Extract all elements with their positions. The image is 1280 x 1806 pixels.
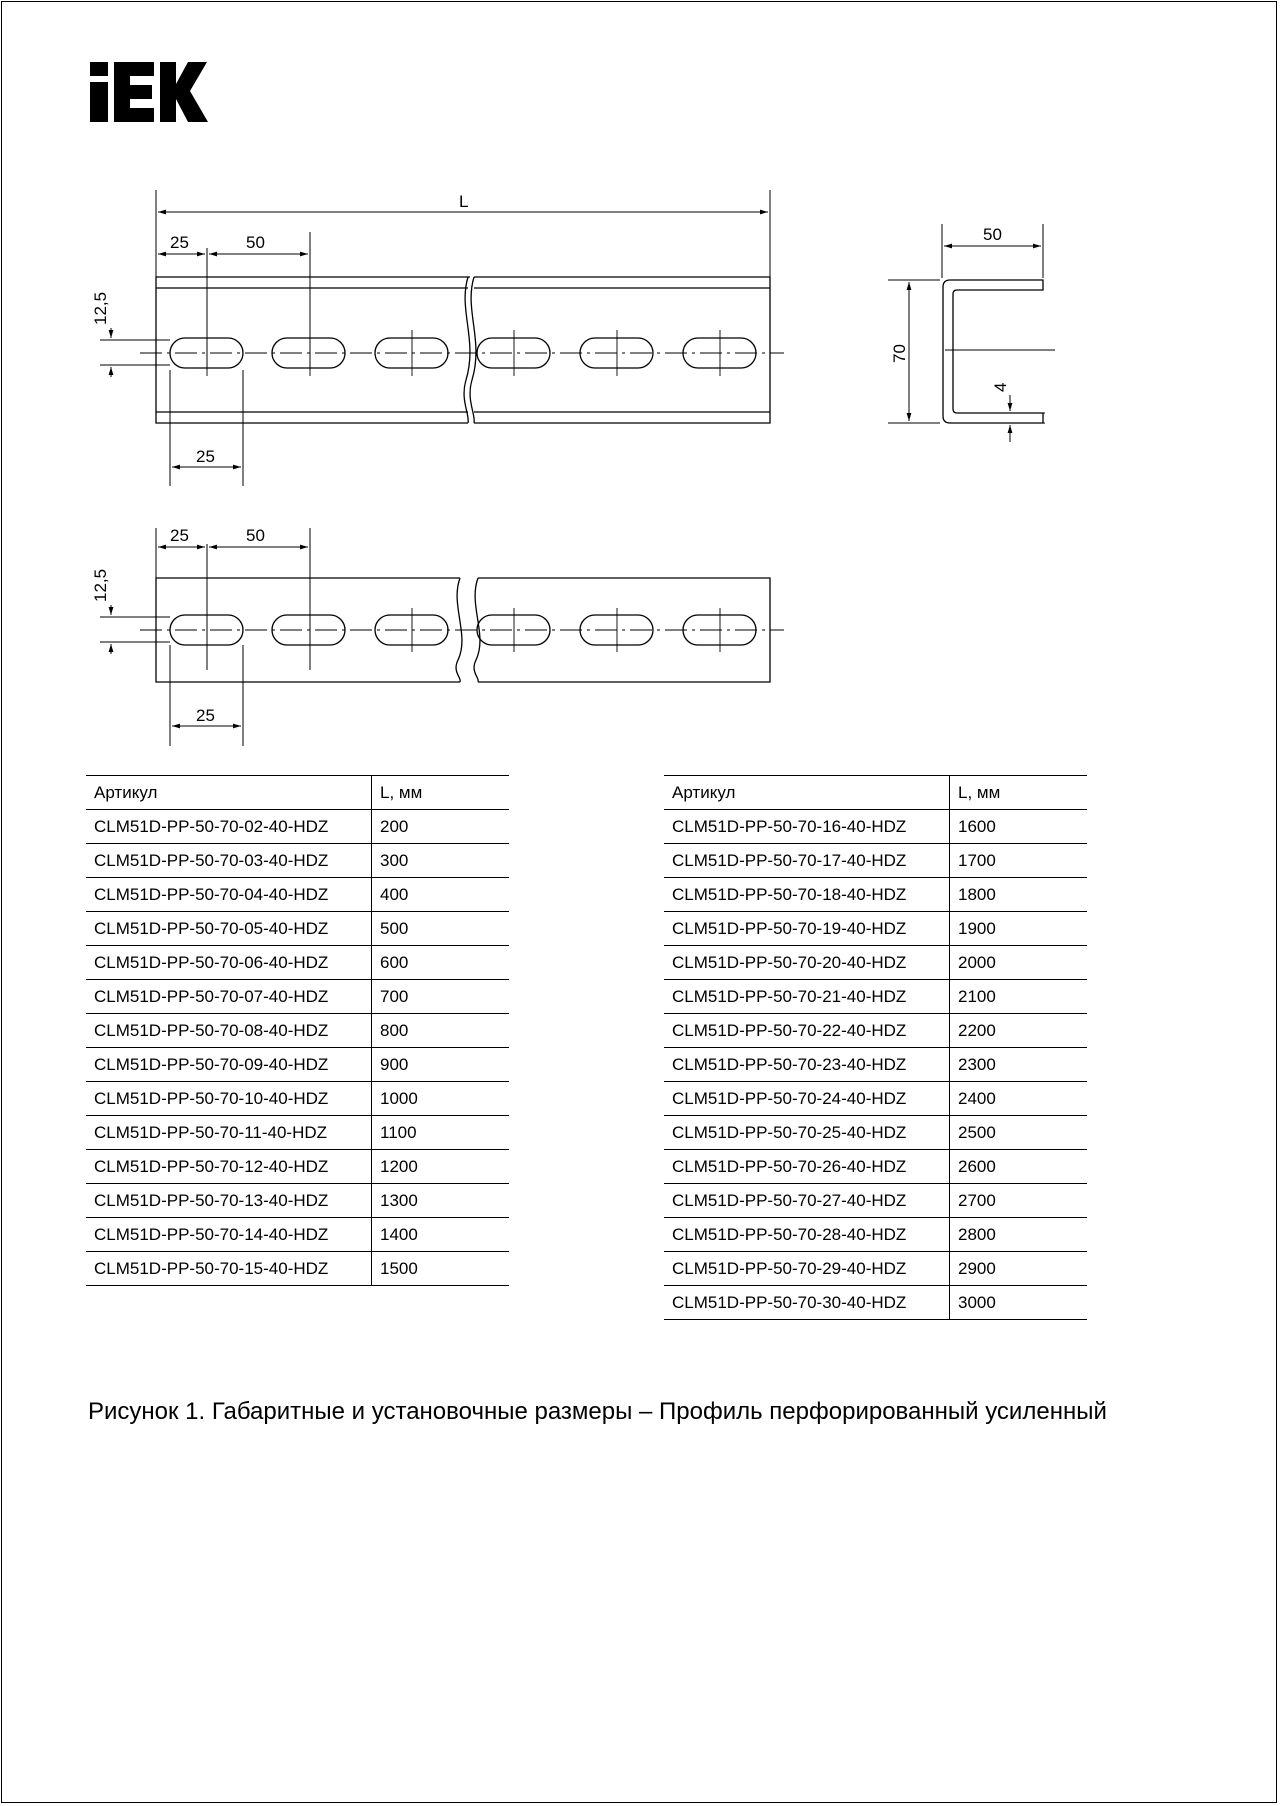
length-value: 200: [372, 810, 510, 844]
table-row: [664, 980, 1087, 1014]
article-code: CLM51D-PP-50-70-07-40-HDZ: [86, 980, 372, 1014]
table-header-row: [664, 776, 1087, 810]
article-code: CLM51D-PP-50-70-03-40-HDZ: [86, 844, 372, 878]
table-row: [664, 1150, 1087, 1184]
iek-logo-mark: [90, 62, 208, 122]
strip-dim-25-bottom-label: 25: [196, 706, 215, 725]
strip-dim-50-top-label: 50: [246, 526, 265, 545]
table-row: [664, 810, 1087, 844]
article-code: CLM51D-PP-50-70-30-40-HDZ: [664, 1286, 950, 1320]
length-value: 2500: [950, 1116, 1088, 1150]
article-code: CLM51D-PP-50-70-28-40-HDZ: [664, 1218, 950, 1252]
length-value: 1800: [950, 878, 1088, 912]
table-row: [86, 810, 509, 844]
article-code: CLM51D-PP-50-70-14-40-HDZ: [86, 1218, 372, 1252]
length-value: 3000: [950, 1286, 1088, 1320]
table-row: [86, 1014, 509, 1048]
header-length: L, мм: [372, 776, 510, 810]
table-row: [664, 1252, 1087, 1286]
article-code: CLM51D-PP-50-70-20-40-HDZ: [664, 946, 950, 980]
article-code: CLM51D-PP-50-70-29-40-HDZ: [664, 1252, 950, 1286]
article-code: CLM51D-PP-50-70-06-40-HDZ: [86, 946, 372, 980]
article-code: CLM51D-PP-50-70-17-40-HDZ: [664, 844, 950, 878]
article-code: CLM51D-PP-50-70-13-40-HDZ: [86, 1184, 372, 1218]
length-value: 400: [372, 878, 510, 912]
length-value: 2300: [950, 1048, 1088, 1082]
table-row: [664, 1218, 1087, 1252]
length-value: 300: [372, 844, 510, 878]
length-value: 900: [372, 1048, 510, 1082]
table-row: [86, 1048, 509, 1082]
dim-25-bottom-label: 25: [196, 447, 215, 466]
length-value: 1700: [950, 844, 1088, 878]
table-row: [664, 878, 1087, 912]
header-article: Артикул: [664, 776, 950, 810]
article-code: CLM51D-PP-50-70-24-40-HDZ: [664, 1082, 950, 1116]
figure-caption: Рисунок 1. Габаритные и установочные размеры – Профиль перфорированный усиленный: [88, 1398, 1107, 1425]
strip-dim-25-top-label: 25: [170, 526, 189, 545]
table-row: [664, 912, 1087, 946]
table-row: [664, 1014, 1087, 1048]
table-row: [86, 1218, 509, 1252]
article-code: CLM51D-PP-50-70-10-40-HDZ: [86, 1082, 372, 1116]
iek-logo: [90, 62, 208, 127]
length-value: 2700: [950, 1184, 1088, 1218]
article-code: CLM51D-PP-50-70-23-40-HDZ: [664, 1048, 950, 1082]
section-width-label: 50: [983, 225, 1002, 244]
length-value: 1500: [372, 1252, 510, 1286]
table-row: [86, 1252, 509, 1286]
table-row: [86, 946, 509, 980]
section-height-label: 70: [890, 344, 909, 363]
table-header-row: [86, 776, 509, 810]
header-article: Артикул: [86, 776, 372, 810]
length-value: 2400: [950, 1082, 1088, 1116]
article-code: CLM51D-PP-50-70-18-40-HDZ: [664, 878, 950, 912]
table-row: [86, 1116, 509, 1150]
length-value: 1100: [372, 1116, 510, 1150]
article-code: CLM51D-PP-50-70-15-40-HDZ: [86, 1252, 372, 1286]
table-row: [86, 912, 509, 946]
dim-25-top-label: 25: [170, 233, 189, 252]
table-row: [86, 1184, 509, 1218]
length-value: 2100: [950, 980, 1088, 1014]
length-value: 1600: [950, 810, 1088, 844]
article-code: CLM51D-PP-50-70-27-40-HDZ: [664, 1184, 950, 1218]
section-thickness-label: 4: [991, 382, 1010, 392]
article-table-left: [86, 775, 509, 1286]
article-code: CLM51D-PP-50-70-02-40-HDZ: [86, 810, 372, 844]
table-row: [664, 1286, 1087, 1320]
length-value: 2900: [950, 1252, 1088, 1286]
length-value: 500: [372, 912, 510, 946]
table-row: [86, 1150, 509, 1184]
table-row: [664, 1082, 1087, 1116]
table-row: [664, 946, 1087, 980]
dim-L-label: L: [459, 192, 469, 211]
article-code: CLM51D-PP-50-70-09-40-HDZ: [86, 1048, 372, 1082]
length-value: 2800: [950, 1218, 1088, 1252]
article-code: CLM51D-PP-50-70-04-40-HDZ: [86, 878, 372, 912]
article-code: CLM51D-PP-50-70-19-40-HDZ: [664, 912, 950, 946]
table-row: [86, 980, 509, 1014]
article-code: CLM51D-PP-50-70-16-40-HDZ: [664, 810, 950, 844]
length-value: 600: [372, 946, 510, 980]
profile-strip-drawing: [0, 520, 1280, 750]
length-value: 2200: [950, 1014, 1088, 1048]
article-code: CLM51D-PP-50-70-11-40-HDZ: [86, 1116, 372, 1150]
dim-50-top-label: 50: [246, 233, 265, 252]
table-row: [664, 844, 1087, 878]
article-code: CLM51D-PP-50-70-25-40-HDZ: [664, 1116, 950, 1150]
article-code: CLM51D-PP-50-70-12-40-HDZ: [86, 1150, 372, 1184]
header-length: L, мм: [950, 776, 1088, 810]
length-value: 2600: [950, 1150, 1088, 1184]
article-code: CLM51D-PP-50-70-26-40-HDZ: [664, 1150, 950, 1184]
article-code: CLM51D-PP-50-70-08-40-HDZ: [86, 1014, 372, 1048]
table-row: [664, 1184, 1087, 1218]
article-code: CLM51D-PP-50-70-05-40-HDZ: [86, 912, 372, 946]
length-value: 2000: [950, 946, 1088, 980]
table-row: [86, 1082, 509, 1116]
length-value: 800: [372, 1014, 510, 1048]
article-code: CLM51D-PP-50-70-21-40-HDZ: [664, 980, 950, 1014]
strip-dim-12-5-label: 12,5: [91, 568, 110, 602]
length-value: 1400: [372, 1218, 510, 1252]
table-row: [86, 844, 509, 878]
length-value: 700: [372, 980, 510, 1014]
article-code: CLM51D-PP-50-70-22-40-HDZ: [664, 1014, 950, 1048]
length-value: 1300: [372, 1184, 510, 1218]
dim-12-5-label: 12,5: [91, 291, 110, 325]
table-row: [86, 878, 509, 912]
article-table-right: [664, 775, 1087, 1320]
length-value: 1900: [950, 912, 1088, 946]
table-row: [664, 1048, 1087, 1082]
length-value: 1200: [372, 1150, 510, 1184]
table-row: [664, 1116, 1087, 1150]
length-value: 1000: [372, 1082, 510, 1116]
